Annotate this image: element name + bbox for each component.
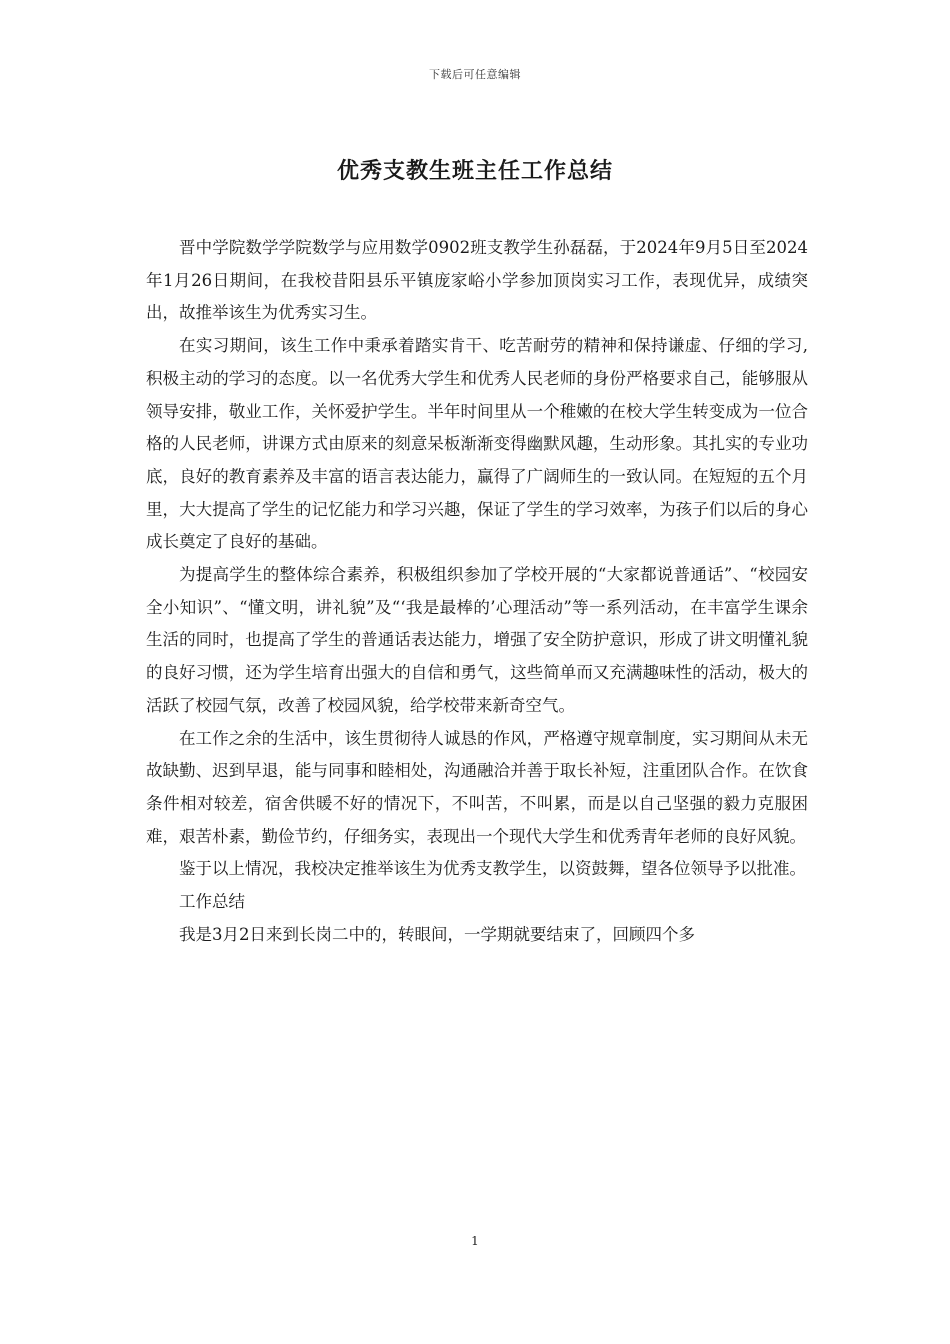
header-note: 下载后可任意编辑 xyxy=(429,68,521,81)
page-number: 1 xyxy=(471,1234,479,1248)
document-title: 优秀支教生班主任工作总结 xyxy=(336,158,613,184)
paragraph-recommendation: 晋中学院数学学院数学与应用数学0902班支教学生孙磊磊，于2024年9月5日至2024年1月26日期间，在我校昔阳县乐平镇庞家峪小学参加顶岗实习工作，表现优异，成绩突出，故推举该生为优秀实习生。 xyxy=(146,238,808,323)
paragraph-conclusion: 鉴于以上情况，我校决定推举该生为优秀支教学生，以资鼓舞，望各位领导予以批准。 xyxy=(179,859,806,879)
paragraph-daily-life: 在工作之余的生活中，该生贯彻待人诚恳的作风，严格遵守规章制度，实习期间从未无故缺勤、迟到早退，能与同事和睦相处，沟通融洽并善于取长补短，注重团队合作。在饮食条件相对较差，宿舍供暖不好的情况下，不叫苦，不叫累，而是以自己坚强的毅力克服困难，艰苦朴素，勤俭节约，仔细务实，表现出一个现代大学生和优秀青年老师的良好风貌。 xyxy=(146,728,808,846)
document-body xyxy=(146,232,808,951)
paragraph-activities: 为提高学生的整体综合素养，积极组织参加了学校开展的“大家都说普通话”、“校园安全小知识”、“懂文明，讲礼貌”及“‘我是最棒的’心理活动”等一系列活动，在丰富学生课余生活的同时，也提高了学生的普通话表达能力，增强了安全防护意识，形成了讲文明懂礼貌的良好习惯，还为学生培育出强大的自信和勇气，这些简单而又充满趣味性的活动，极大的活跃了校园气氛，改善了校园风貌，给学校带来新奇空气。 xyxy=(146,565,808,715)
paragraph-work-summary-intro: 我是3月2日来到长岗二中的，转眼间，一学期就要结束了，回顾四个多 xyxy=(179,924,695,944)
paragraph-internship-attitude: 在实习期间，该生工作中秉承着踏实肯干、吃苦耐劳的精神和保持谦虚、仔细的学习,积极主动的学习的态度。以一名优秀大学生和优秀人民老师的身份严格要求自己，能够服从领导安排，敬业工作，关怀爱护学生。半年时间里从一个稚嫩的在校大学生转变成为一位合格的人民老师，讲课方式由原来的刻意呆板渐渐变得幽默风趣，生动形象。其扎实的专业功底，良好的教育素养及丰富的语言表达能力，赢得了广阔师生的一致认同。在短短的五个月里，大大提高了学生的记忆能力和学习兴趣，保证了学生的学习效率，为孩子们以后的身心成长奠定了良好的基础。 xyxy=(146,336,808,552)
section-heading-work-summary: 工作总结 xyxy=(179,892,245,912)
